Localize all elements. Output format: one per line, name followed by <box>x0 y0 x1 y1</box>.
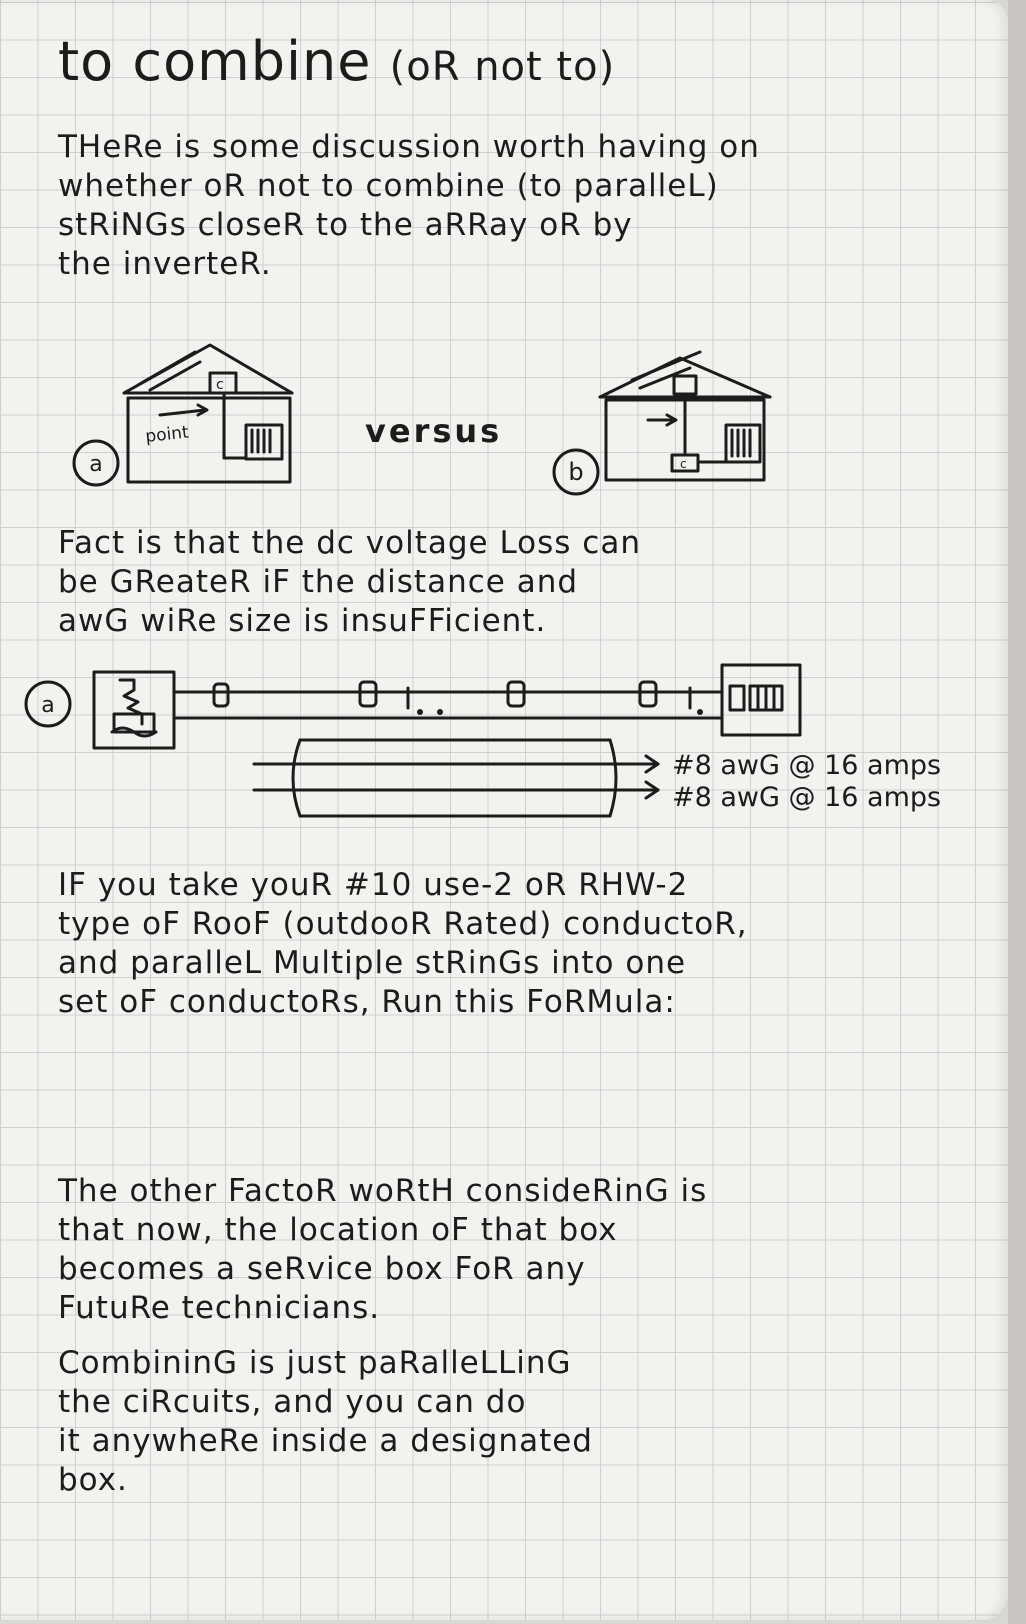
house-a <box>74 345 292 485</box>
combining-line: box. <box>58 1462 128 1498</box>
factor-line: FutuRe technicians. <box>58 1290 381 1326</box>
houses-diagram <box>0 0 1008 520</box>
inverter-box <box>722 665 800 735</box>
fact-line: be GReateR iF the distance and <box>58 564 579 600</box>
title-sub: (oR not to) <box>389 44 616 90</box>
page-edge <box>1008 0 1026 1624</box>
house-b <box>554 352 770 494</box>
combining-line: CombininG is just paRalleLLinG <box>58 1345 572 1381</box>
cylinder-right <box>610 740 616 816</box>
combining-line: it anywheRe inside a designated <box>58 1423 593 1459</box>
conductor-line: and paralleL Multiple stRinGs into one <box>58 945 687 981</box>
wire-2-label: #8 awG @ 16 amps <box>672 782 942 813</box>
wiring-diagram <box>0 660 1008 870</box>
point-label: point <box>144 422 190 447</box>
factor-paragraph <box>58 1172 707 1328</box>
label-a-2: a <box>41 693 55 718</box>
combining-line: the ciRcuits, and you can do <box>58 1384 527 1420</box>
factor-line: becomes a seRvice box FoR any <box>58 1251 586 1287</box>
factor-line: that now, the location oF that box <box>58 1212 618 1248</box>
conductor-line: type oF RooF (outdooR Rated) conductoR, <box>58 906 748 942</box>
fact-line: awG wiRe size is insuFFicient. <box>58 603 547 639</box>
label-a: a <box>89 452 103 477</box>
intro-line: whether oR not to combine (to paralleL) <box>58 168 719 204</box>
combiner-label-b: c <box>680 457 687 471</box>
array-panel-icon <box>120 680 142 724</box>
combining-paragraph <box>58 1344 593 1500</box>
conductor-line: set oF conductoRs, Run this FoRMula: <box>58 984 676 1020</box>
fact-paragraph <box>58 524 641 641</box>
wire-1-label: #8 awG @ 16 amps <box>672 750 942 781</box>
intro-line: stRiNGs closeR to the aRRay oR by <box>58 207 633 243</box>
fact-line: Fact is that the dc voltage Loss can <box>58 525 641 561</box>
intro-line: THeRe is some discussion worth having on <box>58 129 760 165</box>
conductor-line: IF you take youR #10 use-2 oR RHW-2 <box>58 867 689 903</box>
versus-label: versus <box>365 412 503 450</box>
label-b: b <box>568 458 584 486</box>
factor-line: The other FactoR woRtH consideRinG is <box>58 1173 708 1209</box>
combiner-label-a: c <box>216 377 224 393</box>
conductor-paragraph <box>58 866 748 1022</box>
title-main: to combine <box>58 30 372 93</box>
cylinder-left <box>293 740 300 816</box>
intro-line: the inverteR. <box>58 246 272 282</box>
